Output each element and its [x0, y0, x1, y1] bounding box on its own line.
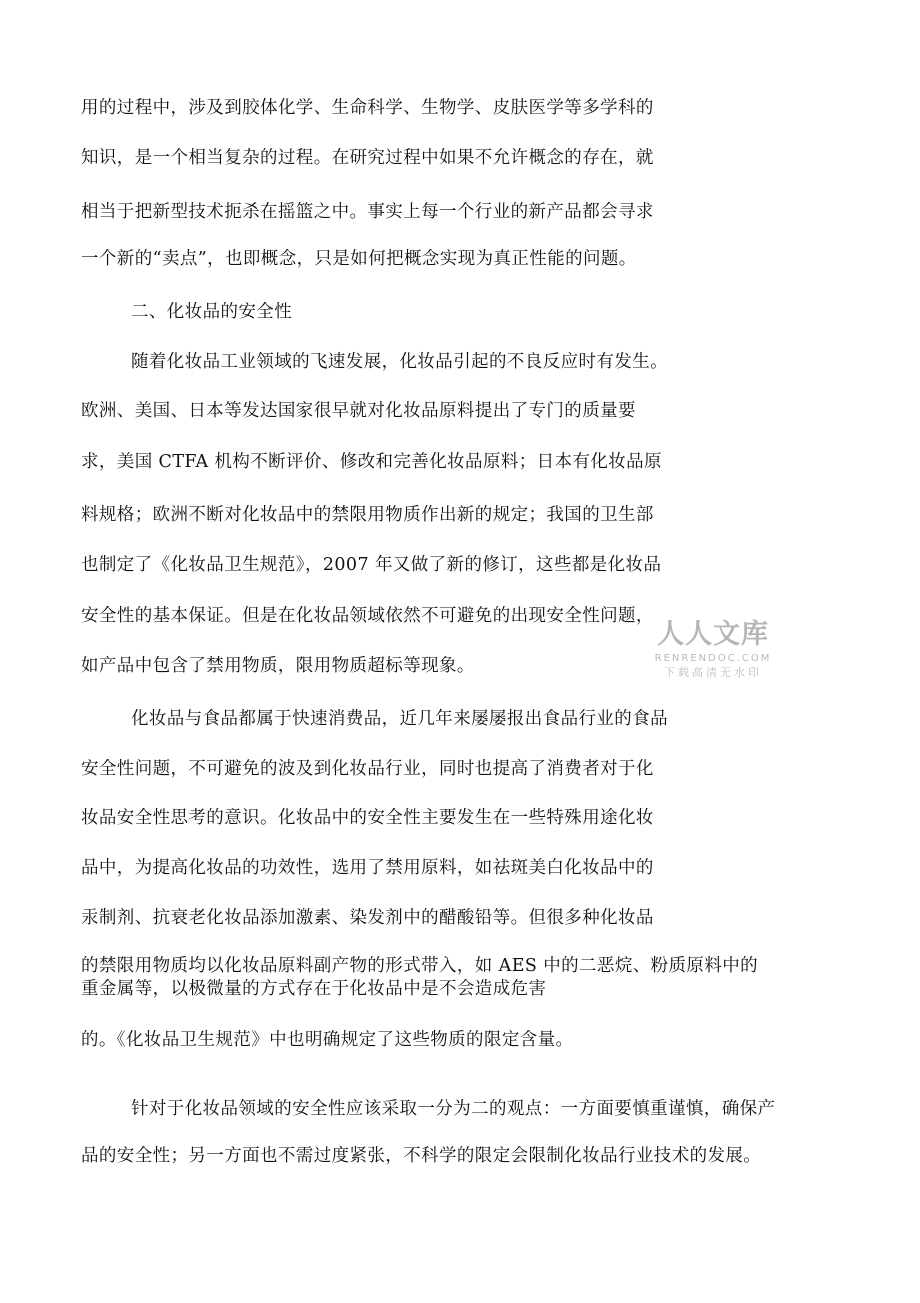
watermark [648, 620, 778, 680]
text-line: 用的过程中，涉及到胶体化学、生命科学、生物学、皮肤医学等多学科的 [81, 98, 654, 118]
text-line: 相当于把新型技术扼杀在摇篮之中。事实上每一个行业的新产品都会寻求 [81, 202, 654, 222]
text-line: 的。《化妆品卫生规范》中也明确规定了这些物质的限定含量。 [81, 1030, 574, 1050]
text-line: 料规格；欧洲不断对化妆品中的禁限用物质作出新的规定；我国的卫生部 [81, 505, 654, 525]
text-line: 知识，是一个相当复杂的过程。在研究过程中如果不允许概念的存在，就 [81, 148, 654, 168]
watermark-logo: 人人文库 [657, 619, 769, 650]
section-heading: 二、化妆品的安全性 [131, 302, 293, 322]
text-line: 随着化妆品工业领域的飞速发展，化妆品引起的不良反应时有发生。 [131, 352, 668, 372]
text-line: 化妆品与食品都属于快速消费品，近几年来屡屡报出食品行业的食品 [131, 709, 668, 729]
text-line: 一个新的“卖点”，也即概念，只是如何把概念实现为真正性能的问题。 [81, 249, 637, 269]
text-line: 品的安全性；另一方面也不需过度紧张，不科学的限定会限制化妆品行业技术的发展。 [81, 1146, 762, 1166]
text-line: 安全性的基本保证。但是在化妆品领域依然不可避免的出现安全性问题， [81, 606, 654, 626]
text-line: 重金属等，以极微量的方式存在于化妆品中是不会造成危害 [81, 979, 547, 999]
text-line: 的禁限用物质均以化妆品原料副产物的形式带入，如 AES 中的二恶烷、粉质原料中的 [81, 956, 759, 976]
watermark-tagline: 下载高清无水印 [664, 666, 762, 679]
text-line: 妆品安全性思考的意识。化妆品中的安全性主要发生在一些特殊用途化妆 [81, 808, 654, 828]
text-line: 针对于化妆品领域的安全性应该采取一分为二的观点：一方面要慎重谨慎，确保产 [131, 1099, 776, 1119]
text-line: 安全性问题，不可避免的波及到化妆品行业，同时也提高了消费者对于化 [81, 759, 654, 779]
text-line: 如产品中包含了禁用物质，限用物质超标等现象。 [81, 656, 475, 676]
text-line: 汞制剂、抗衰老化妆品添加激素、染发剂中的醋酸铅等。但很多种化妆品 [81, 908, 654, 928]
text-line: 品中，为提高化妆品的功效性，选用了禁用原料，如祛斑美白化妆品中的 [81, 858, 654, 878]
watermark-domain: RENRENDOC.COM [654, 653, 772, 664]
text-line: 也制定了《化妆品卫生规范》，2007 年又做了新的修订，这些都是化妆品 [81, 555, 662, 575]
text-line: 求，美国 CTFA 机构不断评价、修改和完善化妆品原料；日本有化妆品原 [81, 452, 662, 472]
text-line: 欧洲、美国、日本等发达国家很早就对化妆品原料提出了专门的质量要 [81, 401, 636, 421]
